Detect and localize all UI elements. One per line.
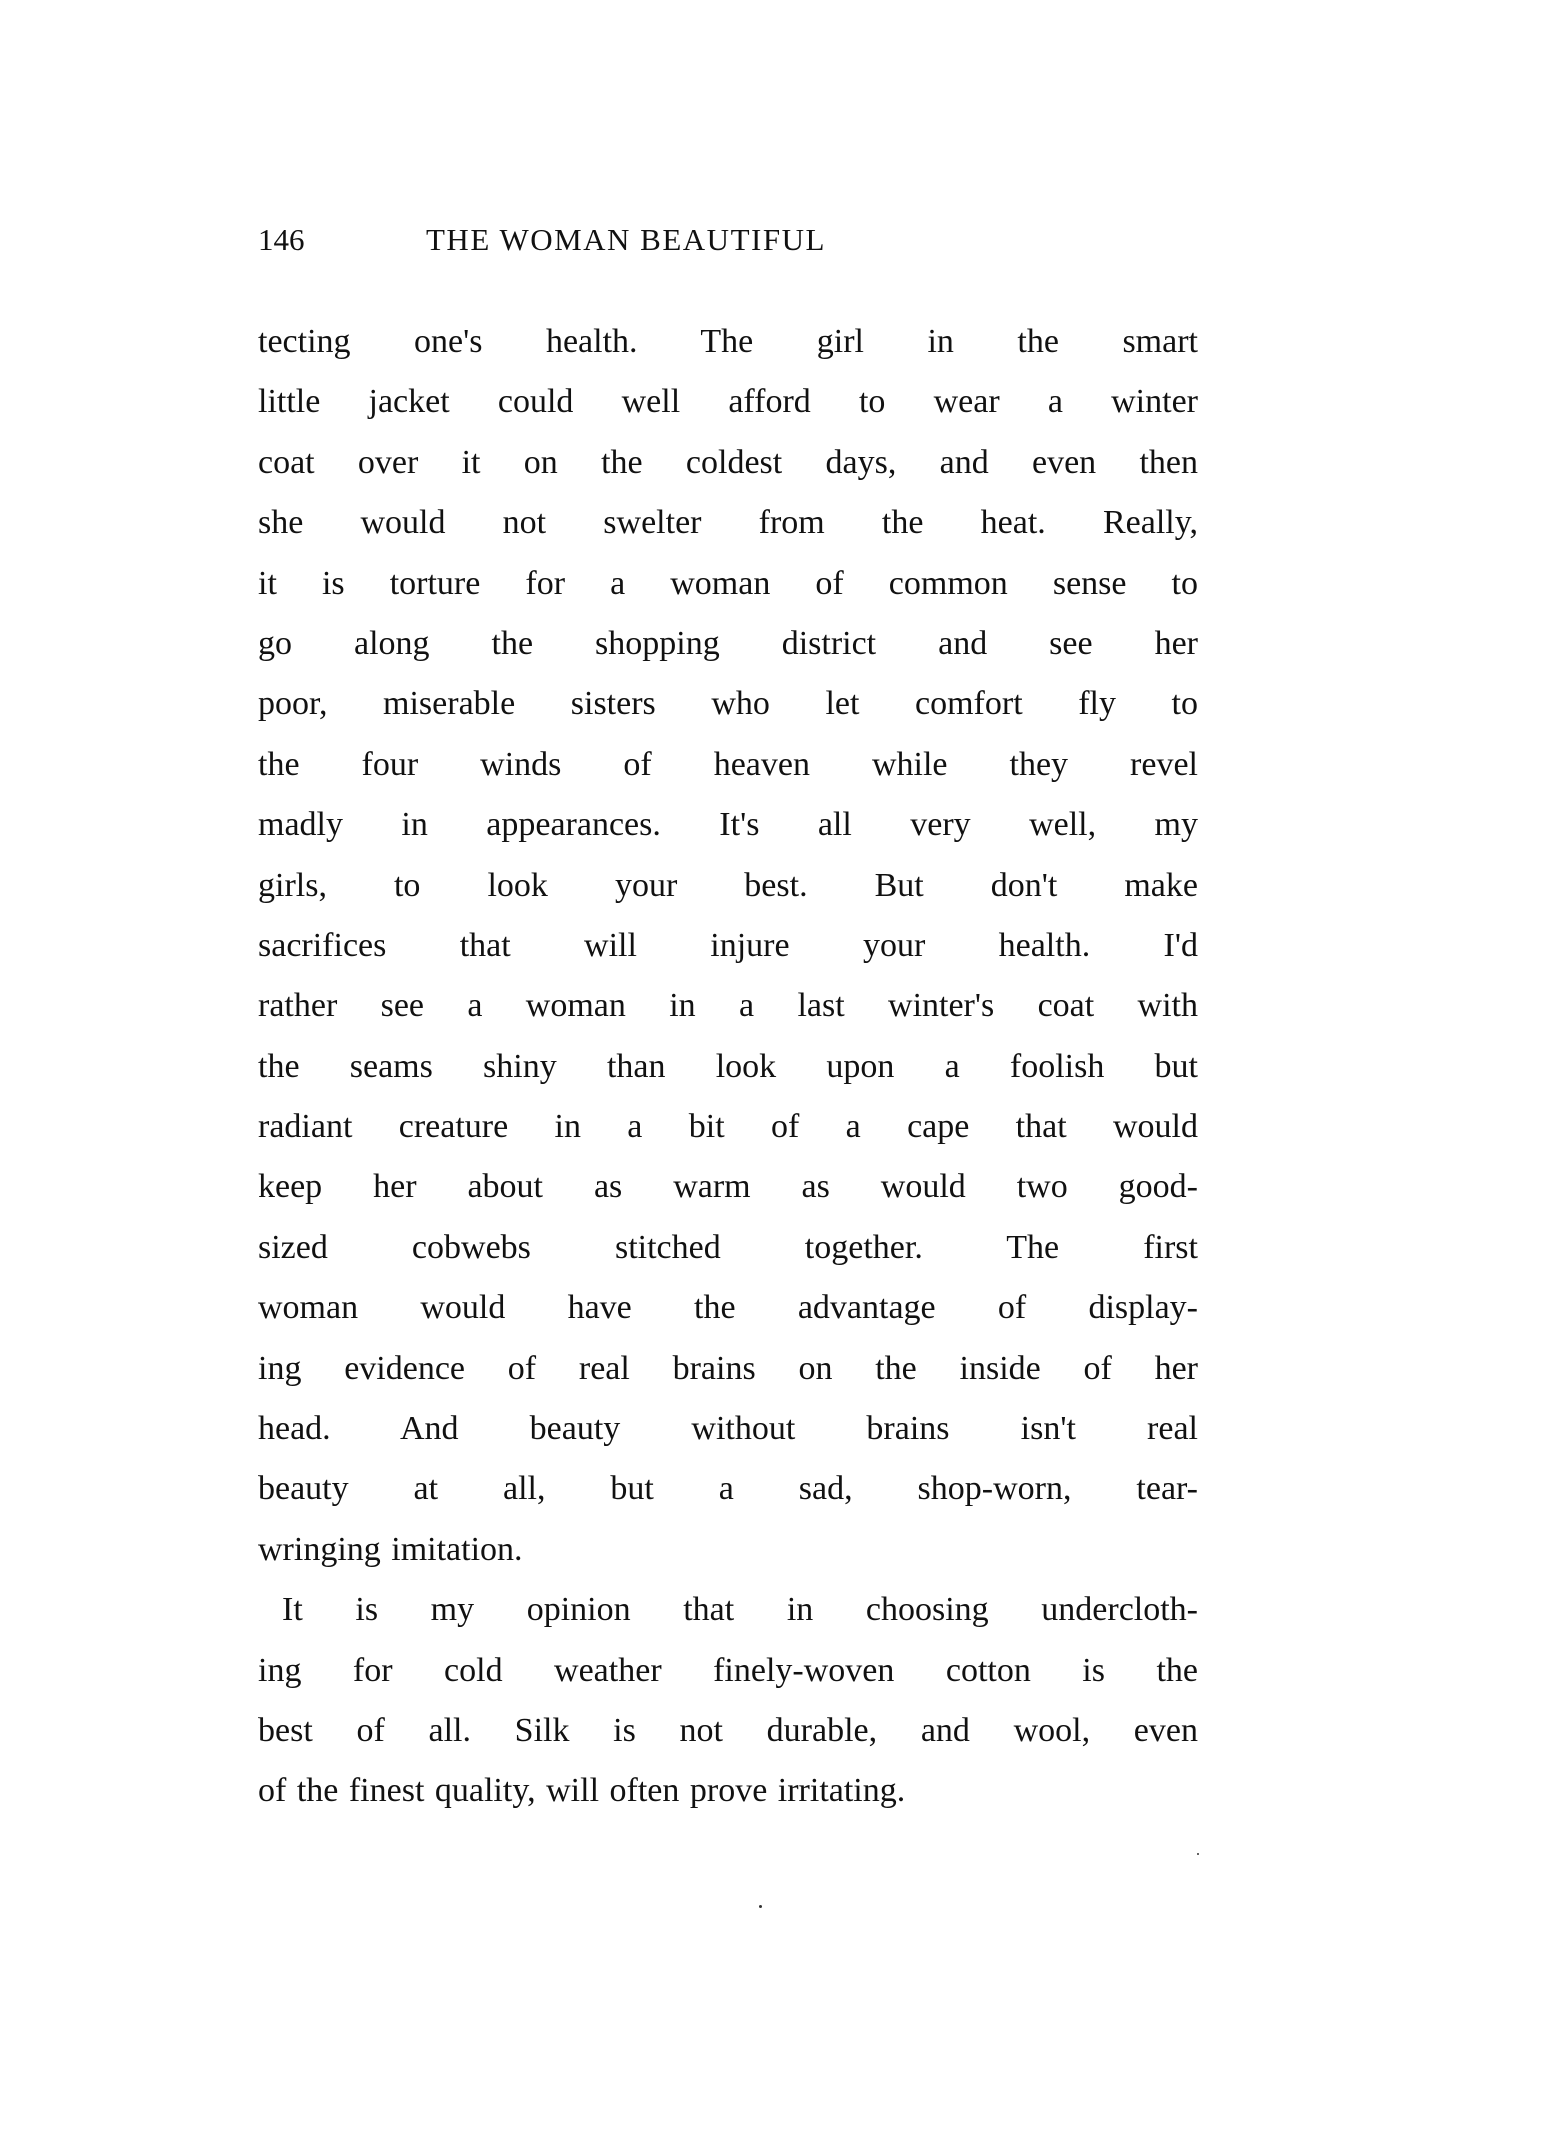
text-line: It is my opinion that in choosing undercloth- — [282, 1591, 1198, 1629]
page-number: 146 — [258, 222, 305, 257]
text-line: go along the shopping district and see her — [258, 624, 1198, 662]
text-line: radiant creature in a bit of a cape that would — [258, 1108, 1198, 1146]
text-line: head. And beauty without brains isn't real — [258, 1410, 1198, 1448]
text-line: woman would have the advantage of display- — [258, 1289, 1198, 1327]
text-line: ing for cold weather finely-woven cotton is the — [258, 1651, 1198, 1689]
text-line: girls, to look your best. But don't make — [258, 866, 1198, 904]
text-line: sized cobwebs stitched together. The first — [258, 1228, 1198, 1266]
print-speck — [1197, 1853, 1199, 1855]
text-line: sacrifices that will injure your health. I'd — [258, 926, 1198, 964]
text-line: she would not swelter from the heat. Really, — [258, 504, 1198, 542]
running-title: THE WOMAN BEAUTIFUL — [426, 222, 826, 257]
text-line: rather see a woman in a last winter's coat with — [258, 987, 1198, 1025]
text-line: ing evidence of real brains on the inside of her — [258, 1349, 1198, 1387]
page-body — [258, 312, 1198, 1822]
text-line: keep her about as warm as would two good- — [258, 1168, 1198, 1206]
text-line: the seams shiny than look upon a foolish but — [258, 1047, 1198, 1085]
paragraph — [258, 312, 1198, 1580]
text-line: little jacket could well afford to wear a winter — [258, 383, 1198, 421]
text-line: tecting one's health. The girl in the smart — [258, 323, 1198, 360]
text-line: best of all. Silk is not durable, and wool, even — [258, 1711, 1198, 1749]
text-line: beauty at all, but a sad, shop-worn, tear- — [258, 1470, 1198, 1508]
text-line: the four winds of heaven while they revel — [258, 745, 1198, 783]
paragraph — [258, 1580, 1198, 1822]
text-line: wringing imitation. — [258, 1530, 523, 1568]
text-line: of the finest quality, will often prove irritating. — [258, 1772, 906, 1810]
running-header — [258, 222, 1198, 262]
text-line: poor, miserable sisters who let comfort fly to — [258, 685, 1198, 723]
text-line: it is torture for a woman of common sense to — [258, 564, 1198, 602]
text-line: madly in appearances. It's all very well, my — [258, 806, 1198, 844]
print-speck — [759, 1905, 762, 1908]
text-line: coat over it on the coldest days, and even then — [258, 443, 1198, 481]
